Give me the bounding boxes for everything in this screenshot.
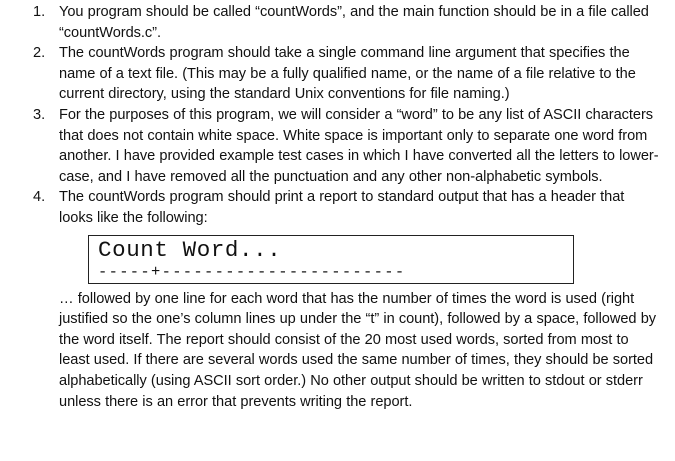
continuation-paragraph: … followed by one line for each word that has the number of times the word is used (right justified so the one’s column lines up under the “t” in count), followed by a space, followed by the word itself. The report should consist of the 20 most used words, sorted from most to least used. If there are several words used the same number of times, they should be sorted alphabetically (using ASCII sort order.) No other output should be written to stdout or stderr unless there is an error that prevents writing the report. — [59, 290, 657, 410]
list-item-4 — [0, 187, 675, 228]
list-number: 4. — [33, 189, 46, 206]
list-item-text: The countWords program should take a single command line argument that specifies the name of a text file. (This may be a fully qualified name, or the name of a file relative to the current directory, using the standard Unix conventions for file naming.) — [59, 45, 636, 103]
list-item-3 — [0, 105, 675, 187]
list-item-1 — [0, 2, 675, 43]
list-number: 1. — [33, 4, 46, 20]
list-item-text: For the purposes of this program, we will consider a “word” to be any list of ASCII characters that does not contain white space. White space is important only to separate one word from another. I have provided example test cases in which I have converted all the letters to lower-case, and I have removed all the punctuation and any other non-alphabetic symbols. — [59, 106, 659, 185]
list-item-text: The countWords program should print a report to standard output that has a header that looks like the following: — [59, 189, 625, 226]
code-separator-line: -----+----------------------- — [98, 262, 406, 281]
list-item-2 — [0, 43, 675, 105]
list-number: 3. — [33, 106, 46, 123]
list-number: 2. — [33, 45, 46, 62]
list-item-text: You program should be called “countWords”, and the main function should be in a file called “countWords.c”. — [59, 4, 649, 41]
code-sample-box — [88, 235, 574, 284]
code-header-line: Count Word... — [98, 236, 282, 263]
document-body — [0, 2, 675, 412]
